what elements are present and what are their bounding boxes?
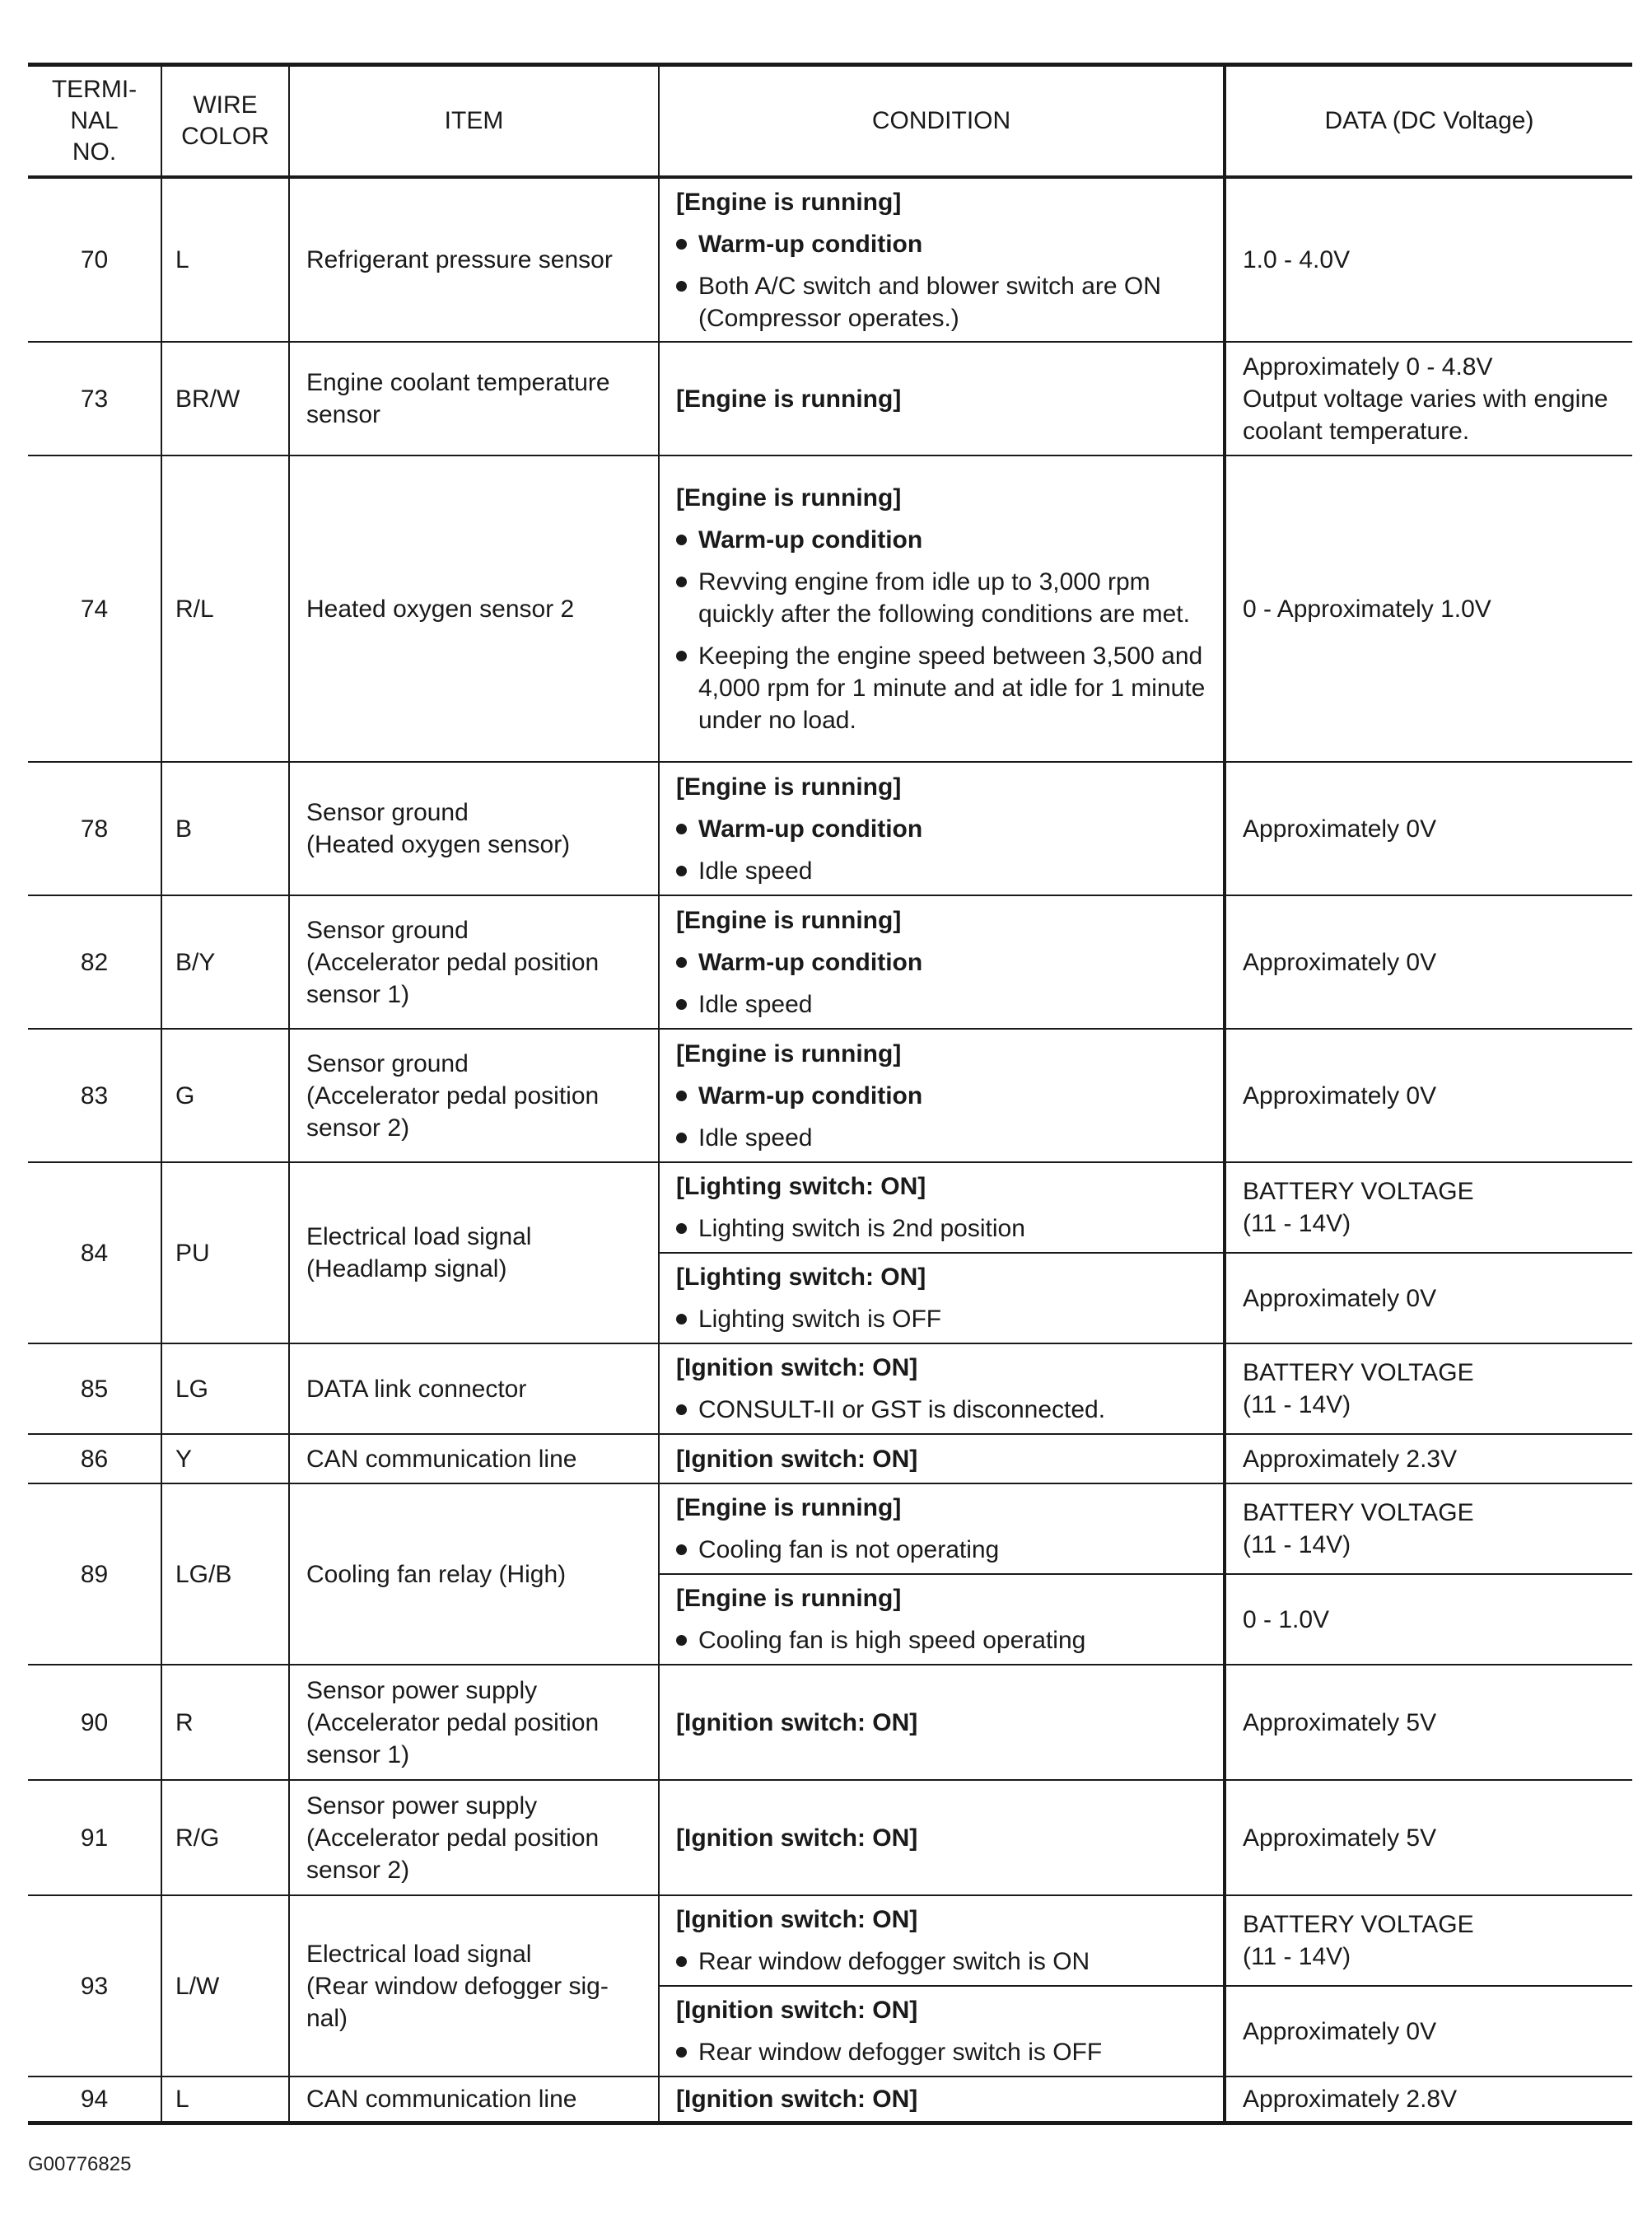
condition-cell bbox=[659, 895, 1225, 1029]
condition-bullet-text: Warm-up condition bbox=[698, 526, 923, 554]
item-cell bbox=[289, 1029, 659, 1162]
item-cell bbox=[289, 1895, 659, 2077]
condition-cell bbox=[659, 1574, 1225, 1665]
bullet-dot-icon bbox=[676, 1314, 687, 1324]
data-voltage-line: (11 - 14V) bbox=[1243, 1943, 1351, 1970]
condition-cell bbox=[659, 762, 1225, 895]
item-cell bbox=[289, 2077, 659, 2123]
condition-bullet bbox=[676, 1080, 1206, 1112]
item-line: Electrical load signal bbox=[306, 1940, 532, 1968]
wire-color-cell: R/L bbox=[161, 455, 289, 762]
condition-heading: [Ignition switch: ON] bbox=[676, 1708, 918, 1736]
item-cell bbox=[289, 1434, 659, 1483]
condition-heading: [Engine is running] bbox=[676, 385, 902, 413]
item-cell bbox=[289, 1665, 659, 1780]
bullet-dot-icon bbox=[676, 577, 687, 587]
condition-bullet-text: Idle speed bbox=[698, 1124, 813, 1152]
condition-cell bbox=[659, 342, 1225, 455]
item-line: Sensor ground bbox=[306, 1049, 469, 1077]
data-voltage-line: Approximately 5V bbox=[1243, 1708, 1437, 1736]
data-voltage-cell bbox=[1225, 1895, 1632, 1986]
terminal-spec-table bbox=[28, 63, 1632, 2125]
data-voltage-cell bbox=[1225, 1574, 1632, 1665]
item-line: Sensor ground bbox=[306, 916, 469, 944]
item-cell bbox=[289, 1780, 659, 1895]
terminal-no-cell: 94 bbox=[28, 2077, 161, 2123]
item-line: Sensor power supply bbox=[306, 1676, 538, 1704]
condition-bullet bbox=[676, 855, 1206, 887]
table-row bbox=[28, 342, 1632, 455]
condition-bullet-text: Cooling fan is not operating bbox=[698, 1536, 1000, 1563]
condition-bullet-text: Warm-up condition bbox=[698, 1081, 923, 1110]
condition-heading: [Engine is running] bbox=[676, 773, 902, 801]
bullet-dot-icon bbox=[676, 1223, 687, 1234]
data-voltage-cell bbox=[1225, 1029, 1632, 1162]
condition-heading: [Engine is running] bbox=[676, 1494, 902, 1521]
item-line: (Accelerator pedal position sensor 2) bbox=[306, 1081, 600, 1142]
table-row bbox=[28, 1029, 1632, 1162]
condition-bullet-text: Cooling fan is high speed operating bbox=[698, 1627, 1086, 1654]
data-voltage-line: BATTERY VOLTAGE bbox=[1243, 1178, 1474, 1205]
item-cell bbox=[289, 342, 659, 455]
header-wire-color bbox=[161, 65, 289, 178]
data-voltage-cell bbox=[1225, 1483, 1632, 1574]
wire-color-cell: L bbox=[161, 2077, 289, 2123]
wire-color-cell: R/G bbox=[161, 1780, 289, 1895]
item-cell bbox=[289, 1343, 659, 1434]
wire-color-cell: BR/W bbox=[161, 342, 289, 455]
item-line: (Accelerator pedal position sensor 1) bbox=[306, 948, 600, 1008]
condition-heading: [Lighting switch: ON] bbox=[676, 1264, 926, 1291]
data-voltage-line: Output voltage varies with engine coolant temperature. bbox=[1243, 385, 1608, 445]
terminal-no-cell: 93 bbox=[28, 1895, 161, 2077]
wire-color-cell: B/Y bbox=[161, 895, 289, 1029]
terminal-no-cell: 89 bbox=[28, 1483, 161, 1665]
data-voltage-line: Approximately 0V bbox=[1243, 948, 1437, 976]
terminal-no-cell: 84 bbox=[28, 1162, 161, 1343]
table-row bbox=[28, 762, 1632, 895]
wire-color-cell: R bbox=[161, 1665, 289, 1780]
condition-cell bbox=[659, 1895, 1225, 1986]
condition-cell bbox=[659, 1029, 1225, 1162]
item-cell bbox=[289, 895, 659, 1029]
condition-bullet bbox=[676, 524, 1206, 556]
item-line: Electrical load signal bbox=[306, 1223, 532, 1250]
item-cell bbox=[289, 1483, 659, 1665]
terminal-no-cell: 86 bbox=[28, 1434, 161, 1483]
document-code: G00776825 bbox=[28, 2153, 132, 2175]
data-voltage-cell bbox=[1225, 1434, 1632, 1483]
condition-cell bbox=[659, 455, 1225, 762]
data-voltage-cell bbox=[1225, 1780, 1632, 1895]
bullet-dot-icon bbox=[676, 239, 687, 250]
bullet-dot-icon bbox=[676, 1635, 687, 1646]
item-cell bbox=[289, 177, 659, 342]
condition-bullet bbox=[676, 566, 1206, 630]
condition-heading: [Ignition switch: ON] bbox=[676, 1906, 918, 1933]
header-terminal-no bbox=[28, 65, 161, 178]
data-voltage-cell bbox=[1225, 895, 1632, 1029]
header-condition: CONDITION bbox=[659, 65, 1225, 178]
item-line: Refrigerant pressure sensor bbox=[306, 246, 613, 273]
condition-cell bbox=[659, 2077, 1225, 2123]
condition-heading: [Engine is running] bbox=[676, 1039, 902, 1067]
data-voltage-cell bbox=[1225, 1665, 1632, 1780]
wire-color-cell: PU bbox=[161, 1162, 289, 1343]
table-row bbox=[28, 1665, 1632, 1780]
terminal-no-cell: 70 bbox=[28, 177, 161, 342]
bullet-dot-icon bbox=[676, 1404, 687, 1415]
bullet-dot-icon bbox=[676, 535, 687, 545]
data-voltage-line: (11 - 14V) bbox=[1243, 1531, 1351, 1558]
header-item: ITEM bbox=[289, 65, 659, 178]
bullet-dot-icon bbox=[676, 1956, 687, 1967]
item-line: Engine coolant temperature sensor bbox=[306, 369, 610, 428]
condition-heading: [Ignition switch: ON] bbox=[676, 1445, 918, 1473]
table-row bbox=[28, 895, 1632, 1029]
bullet-dot-icon bbox=[676, 651, 687, 661]
condition-bullet-text: Both A/C switch and blower switch are ON (Compressor operates.) bbox=[698, 272, 1161, 332]
header-line: WIRE bbox=[193, 91, 258, 119]
condition-bullet bbox=[676, 1212, 1206, 1245]
terminal-no-cell: 78 bbox=[28, 762, 161, 895]
condition-cell bbox=[659, 1162, 1225, 1253]
item-cell bbox=[289, 1162, 659, 1343]
data-voltage-cell bbox=[1225, 455, 1632, 762]
bullet-dot-icon bbox=[676, 999, 687, 1010]
table-row bbox=[28, 1343, 1632, 1434]
spec-table-container bbox=[28, 63, 1632, 2125]
item-line: DATA link connector bbox=[306, 1375, 527, 1403]
item-line: (Rear window defogger sig- bbox=[306, 1972, 609, 2000]
data-voltage-line: BATTERY VOLTAGE bbox=[1243, 1911, 1474, 1938]
condition-cell bbox=[659, 1434, 1225, 1483]
condition-heading: [Engine is running] bbox=[676, 188, 902, 216]
table-row bbox=[28, 1483, 1632, 1574]
condition-cell bbox=[659, 1343, 1225, 1434]
condition-bullet bbox=[676, 228, 1206, 260]
condition-bullet-text: CONSULT-II or GST is disconnected. bbox=[698, 1396, 1106, 1423]
data-voltage-line: (11 - 14V) bbox=[1243, 1210, 1351, 1237]
condition-bullet bbox=[676, 1946, 1206, 1978]
data-voltage-line: Approximately 2.3V bbox=[1243, 1445, 1458, 1473]
condition-bullet-text: Idle speed bbox=[698, 857, 813, 885]
header-line: TERMI- bbox=[51, 76, 138, 103]
condition-bullet-text: Lighting switch is 2nd position bbox=[698, 1215, 1025, 1242]
terminal-no-cell: 74 bbox=[28, 455, 161, 762]
data-voltage-line: Approximately 0V bbox=[1243, 1081, 1437, 1110]
item-cell bbox=[289, 762, 659, 895]
wire-color-cell: Y bbox=[161, 1434, 289, 1483]
item-line: CAN communication line bbox=[306, 2085, 577, 2113]
data-voltage-line: Approximately 0 - 4.8V bbox=[1243, 353, 1493, 381]
condition-heading: [Ignition switch: ON] bbox=[676, 1354, 918, 1381]
condition-bullet-text: Rear window defogger switch is OFF bbox=[698, 2039, 1103, 2066]
terminal-no-cell: 83 bbox=[28, 1029, 161, 1162]
data-voltage-line: Approximately 0V bbox=[1243, 815, 1437, 843]
condition-heading: [Lighting switch: ON] bbox=[676, 1173, 926, 1200]
data-voltage-line: Approximately 0V bbox=[1243, 2017, 1437, 2045]
header-line: COLOR bbox=[181, 123, 269, 150]
item-line: CAN communication line bbox=[306, 1445, 577, 1473]
bullet-dot-icon bbox=[676, 1544, 687, 1555]
table-header-row bbox=[28, 65, 1632, 178]
condition-bullet-text: Rear window defogger switch is ON bbox=[698, 1948, 1090, 1975]
header-data: DATA (DC Voltage) bbox=[1225, 65, 1632, 178]
condition-heading: [Ignition switch: ON] bbox=[676, 1997, 918, 2024]
terminal-no-cell: 85 bbox=[28, 1343, 161, 1434]
table-row bbox=[28, 177, 1632, 342]
item-line: (Accelerator pedal position sensor 1) bbox=[306, 1708, 600, 1768]
condition-heading: [Ignition switch: ON] bbox=[676, 2085, 918, 2113]
bullet-dot-icon bbox=[676, 824, 687, 834]
bullet-dot-icon bbox=[676, 866, 687, 876]
condition-bullet bbox=[676, 946, 1206, 979]
table-row bbox=[28, 1434, 1632, 1483]
bullet-dot-icon bbox=[676, 2047, 687, 2058]
item-line: (Accelerator pedal position sensor 2) bbox=[306, 1824, 600, 1884]
data-voltage-cell bbox=[1225, 762, 1632, 895]
condition-bullet bbox=[676, 1624, 1206, 1656]
condition-bullet bbox=[676, 1122, 1206, 1154]
condition-cell bbox=[659, 1780, 1225, 1895]
data-voltage-cell bbox=[1225, 342, 1632, 455]
wire-color-cell: B bbox=[161, 762, 289, 895]
condition-bullet-text: Idle speed bbox=[698, 990, 813, 1018]
condition-bullet bbox=[676, 988, 1206, 1021]
table-row bbox=[28, 1895, 1632, 1986]
condition-bullet bbox=[676, 813, 1206, 845]
item-line: Cooling fan relay (High) bbox=[306, 1560, 567, 1588]
data-voltage-cell bbox=[1225, 1986, 1632, 2077]
data-voltage-line: 1.0 - 4.0V bbox=[1243, 246, 1351, 273]
item-cell bbox=[289, 455, 659, 762]
data-voltage-cell bbox=[1225, 1253, 1632, 1343]
condition-bullet-text: Warm-up condition bbox=[698, 948, 923, 976]
terminal-no-cell: 73 bbox=[28, 342, 161, 455]
table-row bbox=[28, 1780, 1632, 1895]
terminal-no-cell: 82 bbox=[28, 895, 161, 1029]
condition-bullet bbox=[676, 1394, 1206, 1426]
condition-bullet bbox=[676, 270, 1206, 334]
data-voltage-line: Approximately 5V bbox=[1243, 1824, 1437, 1852]
item-line: (Heated oxygen sensor) bbox=[306, 831, 571, 858]
condition-cell bbox=[659, 1253, 1225, 1343]
item-line: Sensor ground bbox=[306, 799, 469, 826]
condition-cell bbox=[659, 1665, 1225, 1780]
header-terminal-text bbox=[44, 74, 144, 168]
wire-color-cell: G bbox=[161, 1029, 289, 1162]
data-voltage-cell bbox=[1225, 1343, 1632, 1434]
data-voltage-line: Approximately 2.8V bbox=[1243, 2085, 1458, 2113]
item-line: Sensor power supply bbox=[306, 1792, 538, 1820]
bullet-dot-icon bbox=[676, 1133, 687, 1143]
wire-color-cell: L bbox=[161, 177, 289, 342]
data-voltage-line: BATTERY VOLTAGE bbox=[1243, 1499, 1474, 1526]
item-line: Heated oxygen sensor 2 bbox=[306, 595, 575, 623]
condition-bullet-text: Warm-up condition bbox=[698, 230, 923, 258]
condition-bullet-text: Revving engine from idle up to 3,000 rpm quickly after the following conditions are met. bbox=[698, 568, 1190, 628]
table-row bbox=[28, 2077, 1632, 2123]
condition-bullet bbox=[676, 2036, 1206, 2068]
data-voltage-line: BATTERY VOLTAGE bbox=[1243, 1359, 1474, 1386]
terminal-no-cell: 90 bbox=[28, 1665, 161, 1780]
condition-bullet-text: Warm-up condition bbox=[698, 815, 923, 843]
bullet-dot-icon bbox=[676, 1091, 687, 1101]
wire-color-cell: L/W bbox=[161, 1895, 289, 2077]
header-line: NO. bbox=[72, 138, 117, 166]
data-voltage-line: 0 - 1.0V bbox=[1243, 1605, 1330, 1633]
condition-cell bbox=[659, 177, 1225, 342]
item-line: (Headlamp signal) bbox=[306, 1255, 507, 1282]
condition-cell bbox=[659, 1986, 1225, 2077]
bullet-dot-icon bbox=[676, 281, 687, 292]
item-line: nal) bbox=[306, 2004, 348, 2032]
data-voltage-line: Approximately 0V bbox=[1243, 1284, 1437, 1312]
condition-bullet bbox=[676, 1534, 1206, 1566]
data-voltage-cell bbox=[1225, 177, 1632, 342]
table-row bbox=[28, 455, 1632, 762]
data-voltage-line: (11 - 14V) bbox=[1243, 1391, 1351, 1418]
condition-heading: [Engine is running] bbox=[676, 906, 902, 934]
condition-bullet-text: Lighting switch is OFF bbox=[698, 1306, 942, 1333]
condition-heading: [Engine is running] bbox=[676, 484, 902, 512]
wire-color-cell: LG bbox=[161, 1343, 289, 1434]
table-body bbox=[28, 177, 1632, 2123]
data-voltage-cell bbox=[1225, 2077, 1632, 2123]
condition-heading: [Engine is running] bbox=[676, 1585, 902, 1612]
header-wire-text bbox=[179, 90, 272, 152]
table-row bbox=[28, 1162, 1632, 1253]
condition-bullet-text: Keeping the engine speed between 3,500 and 4,000 rpm for 1 minute and at idle for 1 minute under no load. bbox=[698, 642, 1206, 734]
condition-bullet bbox=[676, 1303, 1206, 1335]
condition-heading: [Ignition switch: ON] bbox=[676, 1824, 918, 1852]
data-voltage-line: 0 - Approximately 1.0V bbox=[1243, 595, 1491, 623]
bullet-dot-icon bbox=[676, 957, 687, 968]
wire-color-cell: LG/B bbox=[161, 1483, 289, 1665]
terminal-no-cell: 91 bbox=[28, 1780, 161, 1895]
condition-cell bbox=[659, 1483, 1225, 1574]
condition-bullet bbox=[676, 640, 1206, 736]
data-voltage-cell bbox=[1225, 1162, 1632, 1253]
header-line: NAL bbox=[70, 107, 119, 134]
